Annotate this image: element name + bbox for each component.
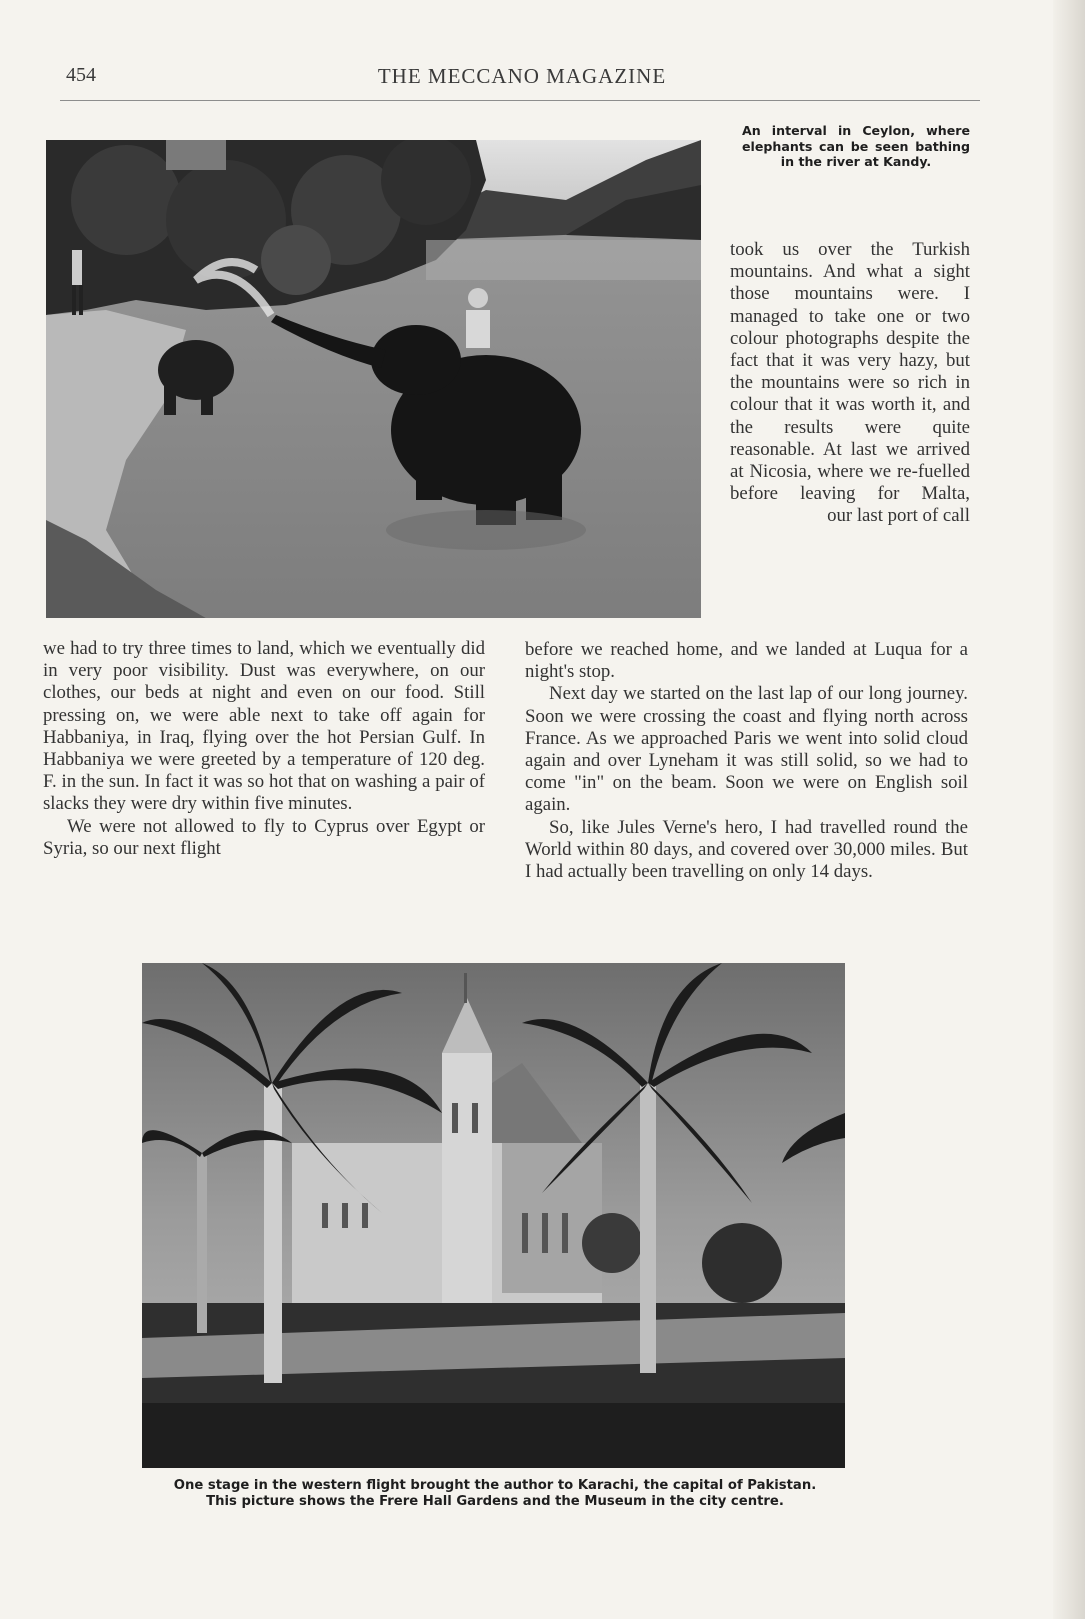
article-column-right-upper <box>730 239 970 528</box>
page-number: 454 <box>66 64 96 86</box>
elephants-photo <box>46 140 701 618</box>
caption-line: This picture shows the Frere Hall Gardens and the Museum in the city centre. <box>206 1494 784 1509</box>
paragraph: So, like Jules Verne's hero, I had travelled round the World within 80 days, and covered over 30,000 miles. But I had actually been travelling on only 14 days. <box>525 816 968 883</box>
karachi-photo-caption <box>130 1478 860 1510</box>
elephants-photo-caption: An interval in Ceylon, where elephants can be seen bathing in the river at Kandy. <box>742 123 970 169</box>
paragraph-end-line: our last port of call <box>827 505 970 527</box>
paragraph: we had to try three times to land, which we eventually did in very poor visibility. Dust was everywhere, on our clothes, our beds at night and even on our food. Still pressing on, we were able next to take off again for Habbaniya, in Iraq, flying over the hot Persian Gulf. In Habbaniya we were greeted by a temperature of 120 deg. F. in the sun. In fact it was so hot that on washing a pair of slacks they were dry within five minutes. <box>43 638 485 815</box>
paragraph: before we reached home, and we landed at Luqua for a night's stop. <box>525 639 968 683</box>
caption-line: One stage in the western flight brought the author to Karachi, the capital of Pakistan. <box>173 1478 817 1493</box>
article-column-right-lower <box>525 639 968 883</box>
karachi-photo <box>142 963 845 1468</box>
page-edge-shadow <box>1053 0 1085 1619</box>
paragraph: took us over the Turkish mountains. And what a sight those mountains were. I managed to take one or two colour photographs despite the fact that it was very hazy, but the mountains were so rich in colour that it was worth it, and the results were quite reasonable. At last we arrived at Nicosia, where we re-fuelled before leaving for Malta, <box>730 239 970 505</box>
magazine-title: THE MECCANO MAGAZINE <box>377 64 667 88</box>
paragraph: We were not allowed to fly to Cyprus over Egypt or Syria, so our next flight <box>43 815 485 859</box>
paragraph: Next day we started on the last lap of our long journey. Soon we were crossing the coast and flying north across France. As we approached Paris we went into solid cloud again and over Lyneham it was still solid, so we had to come "in" on the beam. Soon we were on English soil again. <box>525 683 968 816</box>
header-rule <box>60 100 980 101</box>
article-column-left <box>43 638 485 860</box>
page-header <box>66 64 978 94</box>
